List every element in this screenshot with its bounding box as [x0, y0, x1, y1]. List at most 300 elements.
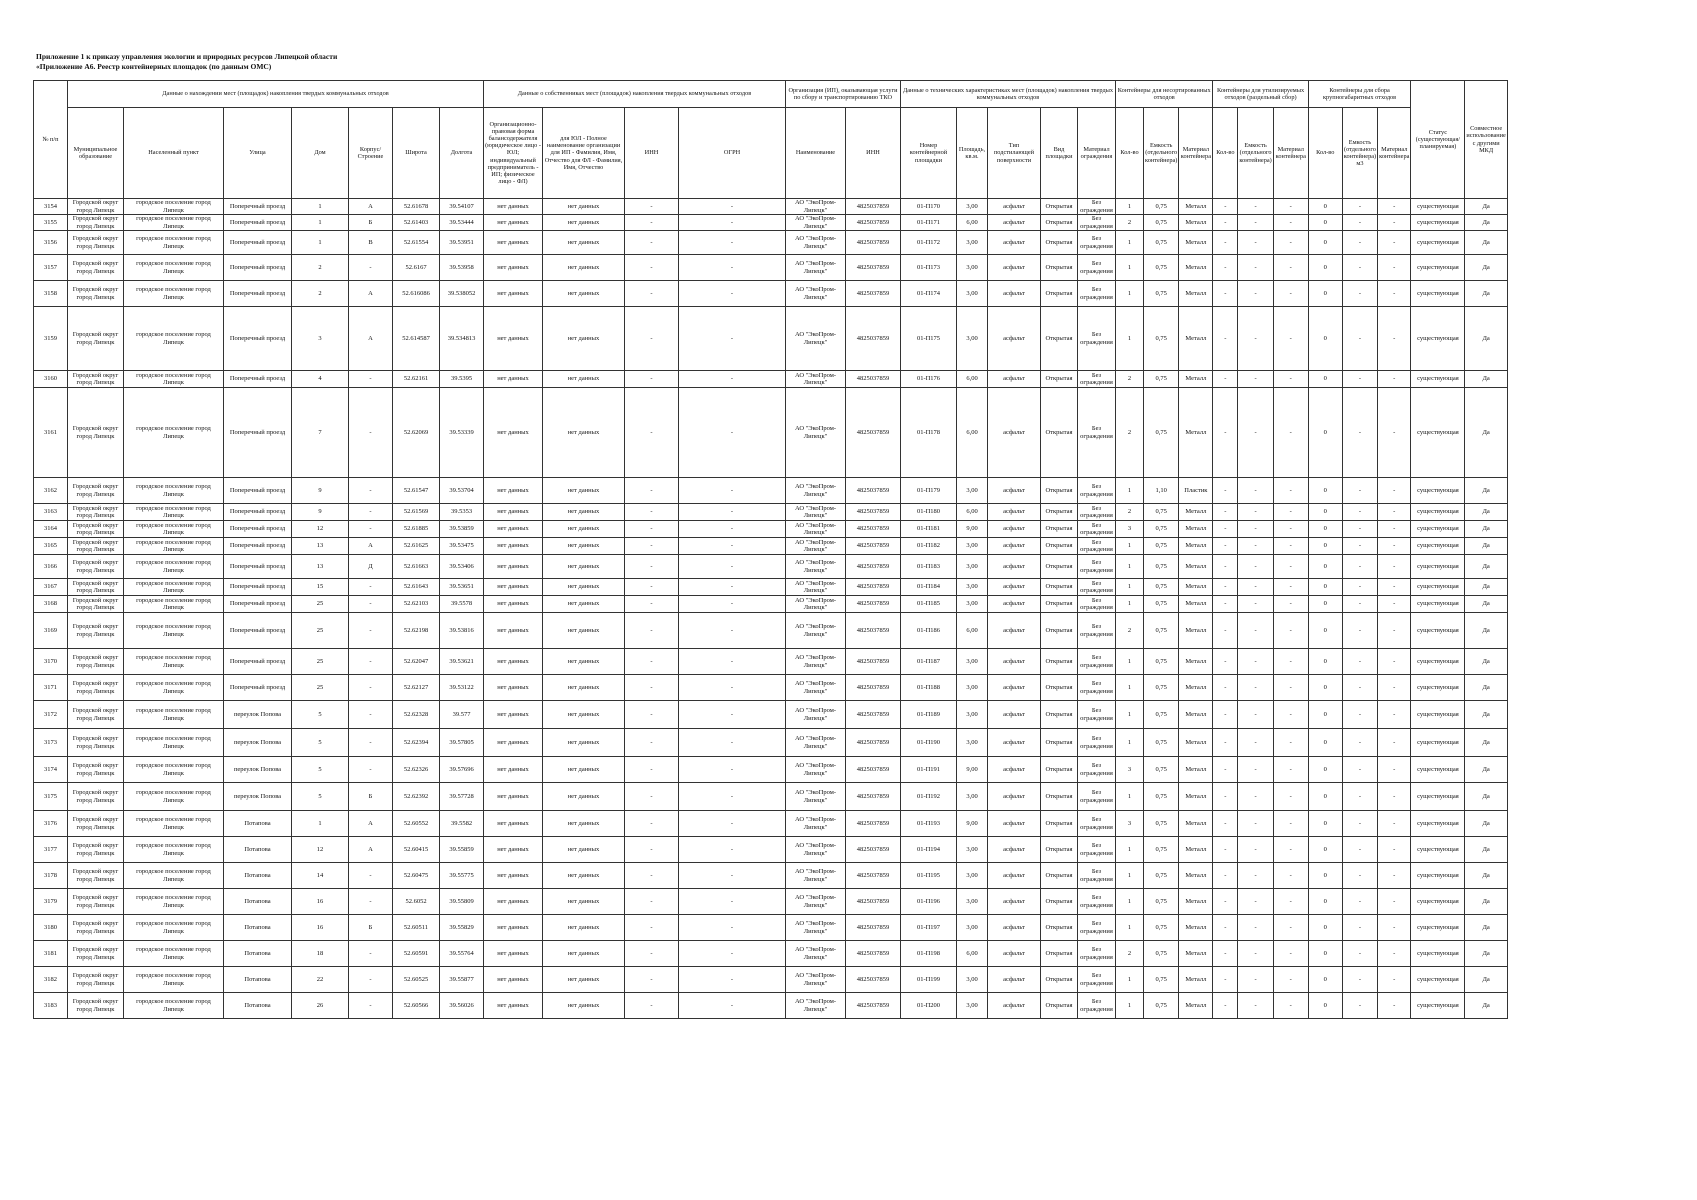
cell-num: 3167	[34, 579, 68, 596]
cell-municipality: Городской округ город Липецк	[68, 478, 124, 504]
cell-house: 15	[292, 579, 349, 596]
cell-street: Поперечный проезд	[224, 478, 292, 504]
cell-house: 16	[292, 889, 349, 915]
table-row	[34, 504, 1508, 521]
cell-ogrn: -	[679, 993, 786, 1019]
cell-recycle-material: -	[1273, 701, 1308, 729]
cell-bulky-material: -	[1378, 504, 1411, 521]
cell-mixed-capacity: 0,75	[1144, 649, 1179, 675]
cell-street: Поперечный проезд	[224, 388, 292, 478]
cell-bulky-material: -	[1378, 675, 1411, 701]
cell-recycle-material: -	[1273, 281, 1308, 307]
cell-area: 6,00	[957, 371, 988, 388]
cell-building: Б	[349, 215, 393, 231]
cell-owner-name: нет данных	[543, 811, 625, 837]
table-row	[34, 281, 1508, 307]
cell-settlement: городское поселение город Липецк	[124, 701, 224, 729]
cell-bulky-capacity: -	[1342, 555, 1377, 579]
cell-num: 3157	[34, 255, 68, 281]
cell-municipality: Городской округ город Липецк	[68, 783, 124, 811]
cell-owner-name: нет данных	[543, 307, 625, 371]
cell-fence: Без ограждения	[1078, 613, 1116, 649]
cell-bulky-count: 0	[1308, 596, 1342, 613]
cell-status: существующая	[1411, 199, 1465, 215]
cell-ogrn: -	[679, 729, 786, 757]
cell-legal-form: нет данных	[484, 915, 543, 941]
cell-street: переулок Попова	[224, 729, 292, 757]
cell-recycle-material: -	[1273, 231, 1308, 255]
cell-shared: Да	[1465, 255, 1507, 281]
cell-site-number: 01-П197	[901, 915, 957, 941]
cell-street: Потапова	[224, 889, 292, 915]
cell-site-number: 01-П173	[901, 255, 957, 281]
cell-bulky-material: -	[1378, 538, 1411, 555]
cell-bulky-count: 0	[1308, 371, 1342, 388]
cell-settlement: городское поселение город Липецк	[124, 478, 224, 504]
cell-mixed-count: 1	[1116, 889, 1144, 915]
cell-site-type: Открытая	[1041, 863, 1078, 889]
cell-org-inn: 4825037859	[846, 579, 901, 596]
cell-ogrn: -	[679, 538, 786, 555]
cell-street: Потапова	[224, 967, 292, 993]
cell-bulky-capacity: -	[1342, 199, 1377, 215]
cell-fence: Без ограждения	[1078, 701, 1116, 729]
cell-area: 3,00	[957, 281, 988, 307]
cell-municipality: Городской округ город Липецк	[68, 889, 124, 915]
cell-surface: асфальт	[988, 783, 1041, 811]
cell-fence: Без ограждения	[1078, 199, 1116, 215]
cell-settlement: городское поселение город Липецк	[124, 783, 224, 811]
cell-ogrn: -	[679, 675, 786, 701]
cell-org-name: АО "ЭкоПром-Липецк"	[786, 649, 846, 675]
table-row	[34, 613, 1508, 649]
cell-owner-inn: -	[625, 281, 679, 307]
cell-site-number: 01-П170	[901, 199, 957, 215]
table-row	[34, 199, 1508, 215]
cell-building: А	[349, 837, 393, 863]
cell-shared: Да	[1465, 783, 1507, 811]
cell-shared: Да	[1465, 579, 1507, 596]
cell-mixed-count: 3	[1116, 757, 1144, 783]
cell-bulky-material: -	[1378, 371, 1411, 388]
cell-municipality: Городской округ город Липецк	[68, 613, 124, 649]
cell-org-inn: 4825037859	[846, 729, 901, 757]
cell-mixed-capacity: 0,75	[1144, 388, 1179, 478]
cell-settlement: городское поселение город Липецк	[124, 837, 224, 863]
cell-fence: Без ограждения	[1078, 915, 1116, 941]
cell-org-inn: 4825037859	[846, 649, 901, 675]
cell-municipality: Городской округ город Липецк	[68, 729, 124, 757]
cell-legal-form: нет данных	[484, 371, 543, 388]
cell-org-name: АО "ЭкоПром-Липецк"	[786, 538, 846, 555]
table-row	[34, 967, 1508, 993]
cell-mixed-material: Металл	[1179, 231, 1213, 255]
cell-site-type: Открытая	[1041, 596, 1078, 613]
cell-municipality: Городской округ город Липецк	[68, 649, 124, 675]
cell-org-name: АО "ЭкоПром-Липецк"	[786, 837, 846, 863]
cell-mixed-capacity: 0,75	[1144, 281, 1179, 307]
cell-settlement: городское поселение город Липецк	[124, 555, 224, 579]
cell-mixed-count: 2	[1116, 371, 1144, 388]
cell-legal-form: нет данных	[484, 199, 543, 215]
cell-site-type: Открытая	[1041, 555, 1078, 579]
cell-surface: асфальт	[988, 504, 1041, 521]
cell-recycle-material: -	[1273, 307, 1308, 371]
cell-fence: Без ограждения	[1078, 371, 1116, 388]
cell-building: В	[349, 231, 393, 255]
cell-area: 3,00	[957, 889, 988, 915]
cell-longitude: 39.5578	[440, 596, 484, 613]
cell-bulky-material: -	[1378, 649, 1411, 675]
cell-bulky-capacity: -	[1342, 783, 1377, 811]
cell-owner-inn: -	[625, 915, 679, 941]
cell-house: 18	[292, 941, 349, 967]
cell-shared: Да	[1465, 967, 1507, 993]
cell-mixed-count: 1	[1116, 596, 1144, 613]
cell-shared: Да	[1465, 231, 1507, 255]
cell-municipality: Городской округ город Липецк	[68, 675, 124, 701]
cell-mixed-count: 1	[1116, 538, 1144, 555]
cell-shared: Да	[1465, 701, 1507, 729]
cell-ogrn: -	[679, 967, 786, 993]
cell-building: -	[349, 863, 393, 889]
cell-num: 3163	[34, 504, 68, 521]
cell-site-type: Открытая	[1041, 307, 1078, 371]
cell-owner-name: нет данных	[543, 649, 625, 675]
cell-settlement: городское поселение город Липецк	[124, 255, 224, 281]
cell-owner-inn: -	[625, 993, 679, 1019]
cell-mixed-capacity: 0,75	[1144, 371, 1179, 388]
cell-building: -	[349, 729, 393, 757]
cell-recycle-capacity: -	[1238, 371, 1273, 388]
cell-recycle-count: -	[1213, 811, 1238, 837]
cell-owner-inn: -	[625, 596, 679, 613]
cell-ogrn: -	[679, 555, 786, 579]
cell-street: Поперечный проезд	[224, 281, 292, 307]
col-header-legal-form: Организационно-правовая форма балансодержателя (юридическое лицо - ЮЛ; индивидуальный предприниматель - ИП; физическое лицо - ФЛ)	[484, 108, 543, 199]
table-row	[34, 701, 1508, 729]
cell-bulky-material: -	[1378, 307, 1411, 371]
cell-mixed-material: Металл	[1179, 889, 1213, 915]
cell-owner-name: нет данных	[543, 993, 625, 1019]
cell-municipality: Городской округ город Липецк	[68, 993, 124, 1019]
cell-org-inn: 4825037859	[846, 889, 901, 915]
cell-org-inn: 4825037859	[846, 837, 901, 863]
cell-municipality: Городской округ город Липецк	[68, 757, 124, 783]
col-header-mixed-capacity: Емкость (отдельного контейнера)	[1144, 108, 1179, 199]
cell-bulky-capacity: -	[1342, 281, 1377, 307]
cell-fence: Без ограждения	[1078, 521, 1116, 538]
col-header-org-inn: ИНН	[846, 108, 901, 199]
cell-longitude: 39.53816	[440, 613, 484, 649]
cell-surface: асфальт	[988, 915, 1041, 941]
cell-fence: Без ограждения	[1078, 783, 1116, 811]
cell-recycle-material: -	[1273, 555, 1308, 579]
cell-mixed-material: Металл	[1179, 863, 1213, 889]
cell-settlement: городское поселение город Липецк	[124, 649, 224, 675]
cell-bulky-count: 0	[1308, 231, 1342, 255]
cell-fence: Без ограждения	[1078, 863, 1116, 889]
cell-house: 25	[292, 675, 349, 701]
cell-mixed-count: 1	[1116, 281, 1144, 307]
cell-ogrn: -	[679, 231, 786, 255]
cell-recycle-capacity: -	[1238, 596, 1273, 613]
cell-bulky-material: -	[1378, 555, 1411, 579]
cell-recycle-count: -	[1213, 199, 1238, 215]
cell-mixed-capacity: 0,75	[1144, 915, 1179, 941]
cell-mixed-count: 1	[1116, 915, 1144, 941]
cell-owner-inn: -	[625, 231, 679, 255]
cell-status: существующая	[1411, 993, 1465, 1019]
cell-owner-name: нет данных	[543, 255, 625, 281]
cell-org-name: АО "ЭкоПром-Липецк"	[786, 783, 846, 811]
cell-org-name: АО "ЭкоПром-Липецк"	[786, 199, 846, 215]
header-column-row	[34, 108, 1508, 199]
cell-recycle-material: -	[1273, 478, 1308, 504]
cell-org-name: АО "ЭкоПром-Липецк"	[786, 478, 846, 504]
cell-org-inn: 4825037859	[846, 504, 901, 521]
cell-municipality: Городской округ город Липецк	[68, 863, 124, 889]
cell-legal-form: нет данных	[484, 649, 543, 675]
cell-municipality: Городской округ город Липецк	[68, 504, 124, 521]
cell-mixed-material: Металл	[1179, 579, 1213, 596]
cell-mixed-capacity: 0,75	[1144, 307, 1179, 371]
cell-bulky-count: 0	[1308, 555, 1342, 579]
cell-mixed-count: 1	[1116, 231, 1144, 255]
cell-longitude: 39.53951	[440, 231, 484, 255]
cell-mixed-capacity: 0,75	[1144, 701, 1179, 729]
group-header-recycle-containers: Контейнеры для утилизируемых отходов (раздельный сбор)	[1213, 81, 1308, 108]
cell-mixed-capacity: 0,75	[1144, 863, 1179, 889]
cell-area: 6,00	[957, 613, 988, 649]
cell-site-type: Открытая	[1041, 504, 1078, 521]
cell-recycle-material: -	[1273, 538, 1308, 555]
cell-org-name: АО "ЭкоПром-Липецк"	[786, 967, 846, 993]
cell-fence: Без ограждения	[1078, 478, 1116, 504]
cell-street: Поперечный проезд	[224, 215, 292, 231]
cell-mixed-count: 1	[1116, 993, 1144, 1019]
cell-legal-form: нет данных	[484, 538, 543, 555]
cell-longitude: 39.53704	[440, 478, 484, 504]
cell-bulky-capacity: -	[1342, 215, 1377, 231]
cell-num: 3165	[34, 538, 68, 555]
cell-surface: асфальт	[988, 555, 1041, 579]
cell-bulky-count: 0	[1308, 757, 1342, 783]
cell-latitude: 52.60566	[393, 993, 440, 1019]
header-group-row	[34, 81, 1508, 108]
cell-owner-name: нет данных	[543, 521, 625, 538]
cell-mixed-material: Металл	[1179, 729, 1213, 757]
cell-settlement: городское поселение город Липецк	[124, 941, 224, 967]
cell-org-name: АО "ЭкоПром-Липецк"	[786, 281, 846, 307]
cell-site-type: Открытая	[1041, 701, 1078, 729]
cell-recycle-material: -	[1273, 255, 1308, 281]
cell-bulky-count: 0	[1308, 388, 1342, 478]
cell-area: 3,00	[957, 199, 988, 215]
cell-org-inn: 4825037859	[846, 255, 901, 281]
cell-area: 3,00	[957, 783, 988, 811]
cell-bulky-capacity: -	[1342, 478, 1377, 504]
cell-site-number: 01-П174	[901, 281, 957, 307]
cell-street: Поперечный проезд	[224, 504, 292, 521]
cell-status: существующая	[1411, 521, 1465, 538]
cell-longitude: 39.5353	[440, 504, 484, 521]
cell-site-type: Открытая	[1041, 215, 1078, 231]
cell-shared: Да	[1465, 371, 1507, 388]
cell-ogrn: -	[679, 281, 786, 307]
cell-surface: асфальт	[988, 215, 1041, 231]
cell-settlement: городское поселение город Липецк	[124, 521, 224, 538]
cell-surface: асфальт	[988, 863, 1041, 889]
cell-bulky-count: 0	[1308, 199, 1342, 215]
cell-owner-inn: -	[625, 729, 679, 757]
cell-street: Поперечный проезд	[224, 649, 292, 675]
cell-bulky-count: 0	[1308, 649, 1342, 675]
cell-bulky-count: 0	[1308, 504, 1342, 521]
document-header	[36, 52, 337, 72]
cell-num: 3182	[34, 967, 68, 993]
cell-org-name: АО "ЭкоПром-Липецк"	[786, 255, 846, 281]
cell-bulky-capacity: -	[1342, 675, 1377, 701]
cell-site-number: 01-П172	[901, 231, 957, 255]
cell-settlement: городское поселение город Липецк	[124, 371, 224, 388]
cell-area: 3,00	[957, 675, 988, 701]
cell-ogrn: -	[679, 596, 786, 613]
cell-municipality: Городской округ город Липецк	[68, 215, 124, 231]
cell-longitude: 39.57728	[440, 783, 484, 811]
cell-house: 9	[292, 504, 349, 521]
cell-house: 25	[292, 649, 349, 675]
cell-settlement: городское поселение город Липецк	[124, 967, 224, 993]
col-header-recycle-count: Кол-во	[1213, 108, 1238, 199]
cell-recycle-capacity: -	[1238, 811, 1273, 837]
cell-recycle-material: -	[1273, 613, 1308, 649]
cell-fence: Без ограждения	[1078, 649, 1116, 675]
cell-building: А	[349, 811, 393, 837]
cell-recycle-material: -	[1273, 967, 1308, 993]
cell-settlement: городское поселение город Липецк	[124, 281, 224, 307]
cell-house: 25	[292, 613, 349, 649]
cell-latitude: 52.62103	[393, 596, 440, 613]
table-row	[34, 811, 1508, 837]
cell-mixed-capacity: 0,75	[1144, 579, 1179, 596]
cell-num: 3162	[34, 478, 68, 504]
cell-bulky-capacity: -	[1342, 863, 1377, 889]
cell-owner-inn: -	[625, 199, 679, 215]
cell-legal-form: нет данных	[484, 701, 543, 729]
cell-recycle-count: -	[1213, 371, 1238, 388]
col-header-longitude: Долгота	[440, 108, 484, 199]
cell-house: 9	[292, 478, 349, 504]
cell-ogrn: -	[679, 649, 786, 675]
cell-org-name: АО "ЭкоПром-Липецк"	[786, 555, 846, 579]
cell-mixed-material: Металл	[1179, 521, 1213, 538]
cell-owner-inn: -	[625, 675, 679, 701]
cell-longitude: 39.53621	[440, 649, 484, 675]
cell-recycle-count: -	[1213, 555, 1238, 579]
cell-owner-name: нет данных	[543, 863, 625, 889]
cell-site-number: 01-П189	[901, 701, 957, 729]
cell-status: существующая	[1411, 783, 1465, 811]
cell-owner-inn: -	[625, 889, 679, 915]
cell-owner-inn: -	[625, 478, 679, 504]
col-header-latitude: Широта	[393, 108, 440, 199]
cell-mixed-capacity: 0,75	[1144, 783, 1179, 811]
cell-mixed-capacity: 0,75	[1144, 993, 1179, 1019]
cell-fence: Без ограждения	[1078, 729, 1116, 757]
cell-legal-form: нет данных	[484, 388, 543, 478]
cell-status: существующая	[1411, 579, 1465, 596]
cell-recycle-count: -	[1213, 993, 1238, 1019]
cell-recycle-capacity: -	[1238, 837, 1273, 863]
cell-org-inn: 4825037859	[846, 596, 901, 613]
cell-fence: Без ограждения	[1078, 757, 1116, 783]
cell-settlement: городское поселение город Липецк	[124, 388, 224, 478]
cell-site-type: Открытая	[1041, 579, 1078, 596]
cell-status: существующая	[1411, 371, 1465, 388]
cell-surface: асфальт	[988, 811, 1041, 837]
cell-municipality: Городской округ город Липецк	[68, 941, 124, 967]
cell-status: существующая	[1411, 675, 1465, 701]
cell-settlement: городское поселение город Липецк	[124, 757, 224, 783]
cell-site-number: 01-П188	[901, 675, 957, 701]
cell-bulky-material: -	[1378, 993, 1411, 1019]
cell-bulky-capacity: -	[1342, 613, 1377, 649]
cell-org-name: АО "ЭкоПром-Липецк"	[786, 757, 846, 783]
cell-mixed-capacity: 0,75	[1144, 613, 1179, 649]
cell-house: 13	[292, 538, 349, 555]
cell-recycle-material: -	[1273, 215, 1308, 231]
cell-status: существующая	[1411, 837, 1465, 863]
cell-num: 3180	[34, 915, 68, 941]
cell-mixed-material: Металл	[1179, 649, 1213, 675]
cell-owner-inn: -	[625, 649, 679, 675]
cell-status: существующая	[1411, 231, 1465, 255]
cell-status: существующая	[1411, 701, 1465, 729]
cell-mixed-material: Металл	[1179, 307, 1213, 371]
cell-mixed-material: Металл	[1179, 504, 1213, 521]
cell-org-inn: 4825037859	[846, 555, 901, 579]
cell-org-name: АО "ЭкоПром-Липецк"	[786, 811, 846, 837]
cell-mixed-material: Металл	[1179, 613, 1213, 649]
cell-owner-inn: -	[625, 307, 679, 371]
cell-site-number: 01-П179	[901, 478, 957, 504]
cell-org-name: АО "ЭкоПром-Липецк"	[786, 521, 846, 538]
cell-building: -	[349, 255, 393, 281]
cell-house: 1	[292, 231, 349, 255]
cell-building: -	[349, 388, 393, 478]
cell-owner-name: нет данных	[543, 555, 625, 579]
cell-municipality: Городской округ город Липецк	[68, 538, 124, 555]
cell-site-type: Открытая	[1041, 199, 1078, 215]
cell-house: 16	[292, 915, 349, 941]
cell-bulky-material: -	[1378, 521, 1411, 538]
cell-legal-form: нет данных	[484, 783, 543, 811]
cell-fence: Без ограждения	[1078, 307, 1116, 371]
cell-org-inn: 4825037859	[846, 811, 901, 837]
cell-latitude: 52.62161	[393, 371, 440, 388]
cell-recycle-material: -	[1273, 504, 1308, 521]
col-header-site-number: Номер контейнерной площадки	[901, 108, 957, 199]
col-header-recycle-material: Материал контейнера	[1273, 108, 1308, 199]
cell-legal-form: нет данных	[484, 967, 543, 993]
cell-owner-name: нет данных	[543, 837, 625, 863]
cell-shared: Да	[1465, 889, 1507, 915]
cell-mixed-count: 1	[1116, 967, 1144, 993]
cell-house: 26	[292, 993, 349, 1019]
cell-mixed-material: Металл	[1179, 783, 1213, 811]
cell-recycle-material: -	[1273, 941, 1308, 967]
